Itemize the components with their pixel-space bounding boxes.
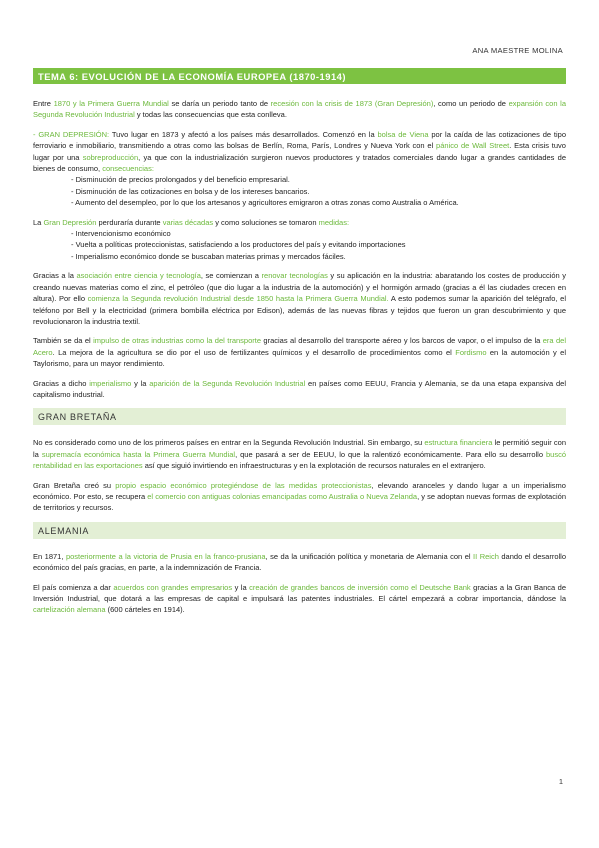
body-text: , que pasará a ser de EEUU, lo que la ralentizó económicamente. Para ello su desarrollo — [235, 449, 546, 459]
highlighted-text: buscó rentabilidad en las exportaciones — [33, 449, 566, 471]
body-text: . La mejora de la agricultura se dio por el uso de fertilizantes químicos y el desarrollo de procedimientos como el — [52, 347, 456, 357]
highlighted-text: cartelización alemana — [33, 605, 106, 615]
body-text: y como soluciones se tomaron — [213, 217, 319, 227]
body-text: . Esta crisis tuvo lugar por una — [33, 141, 566, 162]
highlighted-text: consecuencias: — [102, 164, 154, 174]
section-heading-gran-bretana: GRAN BRETAÑA — [33, 408, 566, 425]
body-text: y todas las consecuencias que esta conlleva. — [134, 110, 287, 120]
gran-bretana-paragraph-2 — [33, 480, 566, 514]
body-text: La — [33, 217, 44, 227]
document-body — [33, 68, 566, 624]
highlighted-text: recesión con la crisis de 1873 (Gran Depresión) — [270, 99, 434, 108]
body-text: gracias a la Gran Banca de Inversión Industrial, que dotará a las empresas de capital e impulsará las patentes industriales. El cártel empezará a cobrar importancia, dándose la — [33, 582, 567, 603]
highlighted-text: sobreproducción — [82, 152, 139, 162]
body-text: , ya que con la industrialización surgieron nuevos productores y tratados comerciales dando lugar a grandes cantidades de bienes de consumo, — [33, 152, 566, 174]
body-text: perduraría durante — [96, 217, 163, 227]
body-text: en la automoción y el Taylorismo, para un mayor rendimiento. — [33, 347, 566, 369]
highlighted-text: II Reich — [473, 551, 499, 561]
body-text: Gran Bretaña creó su — [33, 480, 116, 490]
list-item: - Disminución de precios prolongados y del beneficio empresarial. — [71, 175, 290, 185]
consequences-list — [33, 174, 566, 208]
highlighted-text: asociación entre ciencia y tecnología — [76, 271, 201, 281]
body-text: El país comienza a dar — [33, 582, 114, 592]
body-text: , y se adoptan nuevas formas de explotación de territorios y recursos. — [33, 491, 566, 513]
highlighted-text: creación de grandes bancos de inversión como el Deutsche Bank — [249, 582, 471, 592]
measures-list — [33, 228, 566, 262]
author-name: ANA MAESTRE MOLINA — [472, 46, 563, 55]
highlighted-text: era del Acero — [33, 336, 566, 357]
highlighted-text: posteriormente a la victoria de Prusia en la franco-prusiana — [65, 551, 266, 561]
list-item: - Intervencionismo económico — [71, 229, 171, 239]
body-text: Gracias a la — [33, 271, 77, 281]
body-text: se daría un periodo tanto de — [168, 99, 271, 108]
body-text: También se da el — [33, 336, 94, 346]
highlighted-text: Gran Depresión — [43, 217, 97, 227]
highlighted-text: renovar tecnologías — [261, 271, 328, 281]
body-text: así que siguió invirtiendo en infraestructuras y en la explotación de recursos naturales en el extranjero. — [142, 461, 486, 471]
list-item: - Imperialismo económico donde se buscaban materias primas y mercados fáciles. — [71, 251, 346, 261]
alemania-paragraph-1 — [33, 551, 566, 574]
body-text: gracias al desarrollo del transporte aéreo y los barcos de vapor, o el impulso de la — [261, 336, 543, 346]
body-text: A esto podemos sumar la aparición del telégrafo, el teléfono por Bell y la electricidad (primera bombilla eléctrica por Edison), además de las nuevas fibras y tejidos que fueron un gran descubrimiento y que revolucionaron la industria textil. — [33, 294, 566, 326]
highlighted-text: medidas: — [318, 217, 350, 227]
highlighted-text: aparición de la Segunda Revolución Industrial — [149, 378, 306, 388]
body-text: y la — [131, 378, 150, 388]
body-text: Tuvo lugar en 1873 y afectó a los países más desarrollados. Comenzó en la — [111, 129, 378, 139]
solutions-paragraph — [33, 217, 566, 228]
highlighted-text: - GRAN DEPRESIÓN: — [33, 129, 112, 139]
intro-paragraph — [33, 98, 566, 121]
highlighted-text: imperialismo — [89, 378, 132, 388]
document-title: TEMA 6: EVOLUCIÓN DE LA ECONOMÍA EUROPEA (1870-1914) — [33, 68, 566, 84]
body-text: No es considerado como uno de los primeros países en entrar en la Segunda Revolución Industrial. Sin embargo, su — [33, 438, 425, 448]
list-item: - Aumento del desempleo, por lo que los artesanos y agricultores emigraron a otras zonas como Australia o América. — [71, 198, 459, 208]
section-heading-alemania: ALEMANIA — [33, 522, 566, 539]
list-item: - Vuelta a políticas proteccionistas, satisfaciendo a los productores del país y evitando importaciones — [71, 240, 406, 250]
technology-paragraph — [33, 270, 566, 327]
gran-bretana-paragraph-1 — [33, 437, 566, 471]
highlighted-text: impulso de otras industrias como la del transporte — [93, 336, 261, 346]
highlighted-text: comienza la Segunda revolución Industrial desde 1850 hasta la Primera Guerra Mundial. — [87, 294, 389, 304]
body-text: , se da la unificación política y monetaria de Alemania con el — [265, 551, 474, 561]
alemania-paragraph-2 — [33, 582, 566, 616]
highlighted-text: el comercio con antiguas colonias emancipadas como Australia o Nueva Zelanda — [147, 491, 418, 501]
highlighted-text: propio espacio económico protegiéndose de las medidas proteccionistas — [115, 480, 372, 490]
highlighted-text: 1870 y la Primera Guerra Mundial — [53, 99, 169, 108]
page-number: 1 — [558, 777, 563, 786]
highlighted-text: supremacía económica hasta la Primera Guerra Mundial — [41, 449, 236, 459]
body-text: le permitió seguir con la — [33, 438, 566, 459]
highlighted-text: varias décadas — [162, 217, 214, 227]
highlighted-text: acuerdos con grandes empresarios — [113, 582, 233, 592]
highlighted-text: Fordismo — [455, 347, 487, 357]
capitalism-paragraph — [33, 378, 566, 401]
highlighted-text: bolsa de Viena — [377, 129, 429, 139]
highlighted-text: pánico de Wall Street — [436, 141, 510, 151]
body-text: en países como EEUU, Francia y Alemania, se da una etapa expansiva del capitalismo industrial. — [33, 378, 566, 399]
body-text: por la caída de las cotizaciones de tipo ferroviario e inmobiliario, transmitiendo a otras como las bolsas de Berlín, Roma, París, Londres y Nueva York con el — [33, 129, 566, 151]
body-text: (600 cárteles en 1914). — [105, 605, 185, 615]
body-text: y la — [232, 582, 250, 592]
list-item: - Disminución de las cotizaciones en bolsa y de los intereses bancarios. — [71, 186, 310, 196]
body-text: Gracias a dicho — [33, 378, 90, 388]
gran-depresion-paragraph — [33, 129, 566, 175]
body-text: En 1871, — [33, 551, 66, 561]
highlighted-text: estructura financiera — [424, 438, 493, 448]
body-text: Entre — [33, 99, 54, 108]
body-text: dando el desarrollo económico del país gracias, en parte, a la indemnización de Francia. — [33, 551, 566, 573]
highlighted-text: expansión con la Segunda Revolución Industrial — [33, 99, 566, 120]
body-text: , como un periodo de — [433, 99, 509, 108]
body-text: y su aplicación en la industria: abaratando los costes de producción y creando nuevas materias como el zinc, el petróleo (que dio lugar a la industria de la automoción) y el hormigón armado (gracias a él las ciudades crecen en altura). Por ello — [33, 271, 567, 304]
transport-paragraph — [33, 335, 566, 369]
body-text: , se comienzan a — [200, 271, 262, 281]
body-text: , elevando aranceles y dando lugar a un imperialismo económico. Por esto, se recupera — [33, 480, 566, 501]
